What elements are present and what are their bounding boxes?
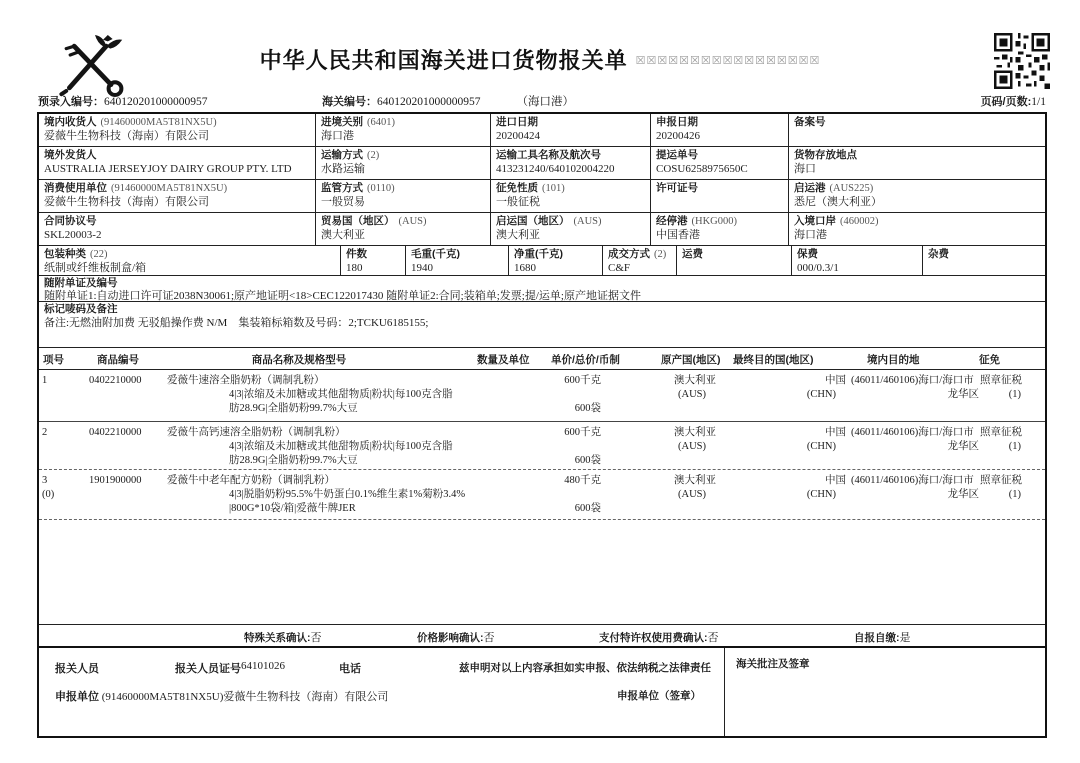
goods-dest: 中国: [825, 427, 846, 438]
goods-origin: 澳大利亚: [674, 427, 716, 438]
field-value: 1680: [514, 262, 536, 274]
field-value: 备注:无燃油附加费 无驳船操作费 N/M 集装箱标箱数及号码：2;TCKU6185155;: [44, 317, 429, 329]
qr-code: [994, 33, 1050, 94]
customs-number-label: 海关编号：: [322, 96, 377, 108]
field-trade-country: [316, 213, 491, 246]
declarant-cert: 报关人员证号 64101026: [175, 660, 285, 675]
goods-code: 0402210000: [89, 427, 142, 438]
goods-dest: 中国: [825, 375, 846, 386]
field-label: 保费: [797, 248, 818, 260]
special-relation-confirm: 特殊关系确认:否: [244, 632, 322, 644]
goods-origin-code: (AUS): [678, 389, 706, 400]
field-value: 000/0.3/1: [797, 262, 839, 274]
col-qty: 数量及单位: [477, 354, 530, 366]
field-value: 纸制或纤维板制盒/箱: [44, 262, 147, 274]
field-code: (0110): [367, 183, 395, 194]
goods-item-no: 3: [42, 475, 48, 486]
goods-levy: 照章征税: [980, 375, 1022, 386]
field-freight: [677, 246, 792, 276]
goods-levy-code: (1): [1008, 489, 1021, 500]
field-bill-no: [651, 147, 789, 180]
field-value: 1940: [411, 262, 433, 274]
field-departure-country: [491, 213, 651, 246]
goods-levy: 照章征税: [980, 475, 1022, 486]
field-code: (91460000MA5T81NX5U): [111, 183, 228, 194]
customs-port: （海口港）: [516, 96, 574, 108]
field-label: 提运单号: [656, 149, 698, 161]
field-entry-customs: [316, 114, 491, 147]
field-code: (101): [542, 183, 565, 194]
goods-origin-code: (AUS): [678, 441, 706, 452]
pre-entry-label: 预录入编号：: [38, 96, 104, 108]
field-label: 进口日期: [496, 116, 538, 128]
field-label: 经停港: [656, 215, 688, 227]
field-code: (22): [90, 249, 108, 260]
field-label: 标记唛码及备注: [44, 303, 118, 315]
goods-dest: 中国: [825, 475, 846, 486]
field-marks-notes: [39, 302, 1045, 348]
field-value: 20200424: [496, 130, 540, 142]
col-code: 商品编号: [97, 354, 139, 366]
field-value: 海口港: [321, 130, 354, 142]
field-value: SKL20003-2: [44, 229, 102, 241]
goods-levy-code: (1): [1008, 441, 1021, 452]
goods-spec: 4|3|浓缩及未加糖或其他甜物质|粉状|每100克含脂: [229, 441, 453, 452]
header-fields-grid: [39, 114, 1045, 246]
goods-table: [39, 348, 1045, 624]
col-origin: 原产国(地区): [661, 354, 721, 366]
goods-domestic: (46011/460106)海口/海口市: [851, 375, 974, 386]
col-item-no: 项号: [43, 354, 64, 366]
col-name: 商品名称及规格型号: [251, 354, 347, 366]
field-code: (AUS): [573, 216, 602, 227]
field-value: 海口港: [794, 229, 827, 241]
col-price: 单价/总价/币制: [551, 354, 620, 366]
goods-domestic2: 龙华区: [947, 489, 979, 500]
goods-spec: 4|3|脱脂奶粉95.5%牛奶蛋白0.1%维生素1%菊粉3.4%: [229, 489, 466, 500]
field-label: 征免性质: [496, 182, 538, 194]
field-label: 贸易国（地区）: [321, 215, 395, 227]
field-label: 包装种类: [44, 248, 86, 260]
goods-qty-bags: 600袋: [574, 403, 601, 414]
field-code: (2): [367, 150, 380, 161]
col-levy: 征免: [979, 354, 1000, 366]
field-label: 消费使用单位: [44, 182, 107, 194]
goods-levy-code: (1): [1008, 389, 1021, 400]
field-declare-date: [651, 114, 789, 147]
field-import-date: [491, 114, 651, 147]
field-label: 运费: [682, 248, 703, 260]
field-value: 爱薇牛生物科技（海南）有限公司: [44, 130, 209, 142]
field-gross-weight: [406, 246, 509, 276]
goods-code: 1901900000: [89, 475, 142, 486]
field-label: 备案号: [794, 116, 826, 128]
goods-item-no: 1: [42, 375, 48, 386]
field-code: (6401): [367, 117, 395, 128]
goods-spec: 肪28.9G|全脂奶粉99.7%大豆: [229, 455, 358, 466]
goods-name: 爱薇牛中老年配方奶粉（调制乳粉）: [167, 475, 335, 486]
field-code: (AUS225): [829, 183, 874, 194]
watermark-text: ☒☒☒☒☒☒☒☒☒☒☒☒☒☒☒☒☒: [635, 55, 821, 67]
field-value: 水路运输: [321, 163, 365, 175]
goods-dest-code: (CHN): [806, 489, 836, 500]
field-value: 一般贸易: [321, 196, 365, 208]
declarant-label: 报关人员: [55, 663, 99, 675]
field-levy-nature: [491, 180, 651, 213]
goods-qty-bags: 600袋: [574, 503, 601, 514]
page-count-value: 1/1: [1031, 96, 1046, 108]
field-label: 入境口岸: [794, 215, 836, 227]
field-label: 净重(千克): [514, 248, 563, 260]
goods-dest-code: (CHN): [806, 389, 836, 400]
field-storage-place: [789, 147, 1045, 180]
field-transport-name: [491, 147, 651, 180]
field-label: 启运国（地区）: [496, 215, 570, 227]
goods-qty: 600千克: [564, 375, 601, 386]
declaration-form: [37, 112, 1047, 738]
field-supervision-mode: [316, 180, 491, 213]
phone-label: 电话: [339, 663, 361, 675]
field-label: 进境关别: [321, 116, 363, 128]
goods-dest-code: (CHN): [806, 441, 836, 452]
field-value: 一般征税: [496, 196, 540, 208]
goods-row: [39, 422, 1045, 470]
field-value: 20200426: [656, 130, 700, 142]
goods-spec: 4|3|浓缩及未加糖或其他甜物质|粉状|每100克含脂: [229, 389, 453, 400]
price-influence-confirm: 价格影响确认:否: [417, 632, 495, 644]
field-code: (AUS): [398, 216, 427, 227]
goods-domestic2: 龙华区: [947, 389, 979, 400]
goods-origin-code: (AUS): [678, 489, 706, 500]
field-code: (91460000MA5T81NX5U): [100, 117, 217, 128]
field-consumer-unit: [39, 180, 316, 213]
field-transport-mode: [316, 147, 491, 180]
field-value: 随附单证1:自动进口许可证2038N30061;原产地证明<18>CEC122017430 随附单证2:合同;装箱单;发票;提/运单;原产地证据文件: [44, 290, 641, 302]
field-code: (460002): [840, 216, 879, 227]
field-packing-type: [39, 246, 341, 276]
confirmation-row: [39, 624, 1045, 648]
goods-row: [39, 370, 1045, 422]
field-label: 合同协议号: [44, 215, 97, 227]
goods-table-header: [39, 348, 1045, 370]
field-overseas-shipper: [39, 147, 316, 180]
col-dest: 最终目的国(地区): [733, 354, 814, 366]
declare-unit-signature-label: 申报单位（签章）: [617, 690, 701, 702]
packing-row: [39, 246, 1045, 276]
field-label: 许可证号: [656, 182, 698, 194]
declaration-footer: [39, 648, 1045, 736]
royalty-payment-confirm: 支付特许权使用费确认:否: [599, 632, 719, 644]
customs-number-value: 640120201000000957: [377, 96, 481, 108]
col-domestic: 境内目的地: [867, 354, 920, 366]
goods-levy: 照章征税: [980, 427, 1022, 438]
field-trade-terms: [603, 246, 677, 276]
field-departure-port: [789, 180, 1045, 213]
customs-number: [322, 93, 574, 109]
field-license-no: [651, 180, 789, 213]
field-label: 启运港: [794, 182, 826, 194]
field-entry-port: [789, 213, 1045, 246]
goods-spec: 肪28.9G|全脂奶粉99.7%大豆: [229, 403, 358, 414]
goods-origin: 澳大利亚: [674, 475, 716, 486]
goods-domestic2: 龙华区: [947, 441, 979, 452]
goods-qty-bags: 600袋: [574, 455, 601, 466]
field-value: 中国香港: [656, 229, 700, 241]
page-title: 中华人民共和国海关进口货物报关单: [259, 48, 628, 73]
field-label: 杂费: [928, 248, 949, 260]
field-label: 境内收货人: [44, 116, 97, 128]
field-contract-no: [39, 213, 316, 246]
goods-row: [39, 470, 1045, 520]
field-label: 运输工具名称及航次号: [496, 149, 601, 161]
field-misc-fees: [923, 246, 1045, 276]
field-label: 毛重(千克): [411, 248, 460, 260]
field-transit-port: [651, 213, 789, 246]
footer-divider: [724, 648, 725, 736]
field-value: 澳大利亚: [496, 229, 540, 241]
goods-name: 爱薇牛高钙速溶全脂奶粉（调制乳粉）: [167, 427, 346, 438]
field-value: 海口: [794, 163, 816, 175]
field-value: C&F: [608, 262, 631, 274]
field-value: 爱薇牛生物科技（海南）有限公司: [44, 196, 209, 208]
self-declare-confirm: 自报自缴:是: [854, 632, 911, 644]
field-code: (HKG000): [691, 216, 737, 227]
customs-note-label: 海关批注及签章: [736, 658, 810, 670]
pre-entry-number: [38, 93, 208, 109]
goods-qty: 600千克: [564, 427, 601, 438]
goods-spec: |800G*10袋/箱|爱薇牛牌JER: [229, 503, 356, 514]
declaration-statement: 兹申明对以上内容承担如实申报、依法纳税之法律责任: [459, 662, 711, 674]
field-label: 运输方式: [321, 149, 363, 161]
field-label: 货物存放地点: [794, 149, 857, 161]
field-value: 澳大利亚: [321, 229, 365, 241]
goods-origin: 澳大利亚: [674, 375, 716, 386]
field-value: 悉尼（澳大利亚）: [794, 196, 882, 208]
field-record-no: [789, 114, 1045, 147]
field-code: (2): [654, 249, 667, 260]
field-label: 境外发货人: [44, 149, 97, 161]
field-label: 随附单证及编号: [44, 277, 118, 289]
field-value: AUSTRALIA JERSEYJOY DAIRY GROUP PTY. LTD: [44, 163, 292, 175]
field-label: 件数: [346, 248, 367, 260]
field-value: 180: [346, 262, 363, 274]
goods-code: 0402210000: [89, 375, 142, 386]
page-count: [981, 93, 1046, 109]
goods-qty: 480千克: [564, 475, 601, 486]
pre-entry-value: 640120201000000957: [104, 96, 208, 108]
field-value: 413231240/640102004220: [496, 163, 615, 175]
goods-domestic: (46011/460106)海口/海口市: [851, 427, 974, 438]
goods-item-no-sub: (0): [42, 489, 55, 500]
field-consignee: [39, 114, 316, 147]
field-insurance: [792, 246, 923, 276]
declare-unit: 申报单位 (91460000MA5T81NX5U)爱薇牛生物科技（海南）有限公司: [55, 691, 389, 703]
field-documents: [39, 276, 1045, 302]
goods-name: 爱薇牛速溶全脂奶粉（调制乳粉）: [167, 375, 325, 386]
field-net-weight: [509, 246, 603, 276]
field-label: 申报日期: [656, 116, 698, 128]
goods-item-no: 2: [42, 427, 48, 438]
page-count-label: 页码/页数:: [980, 96, 1032, 108]
field-pieces: [341, 246, 406, 276]
field-value: COSU6258975650C: [656, 163, 748, 175]
field-label: 成交方式: [608, 248, 650, 260]
field-label: 监管方式: [321, 182, 363, 194]
goods-domestic: (46011/460106)海口/海口市: [851, 475, 974, 486]
goods-empty-space: [39, 520, 1045, 622]
